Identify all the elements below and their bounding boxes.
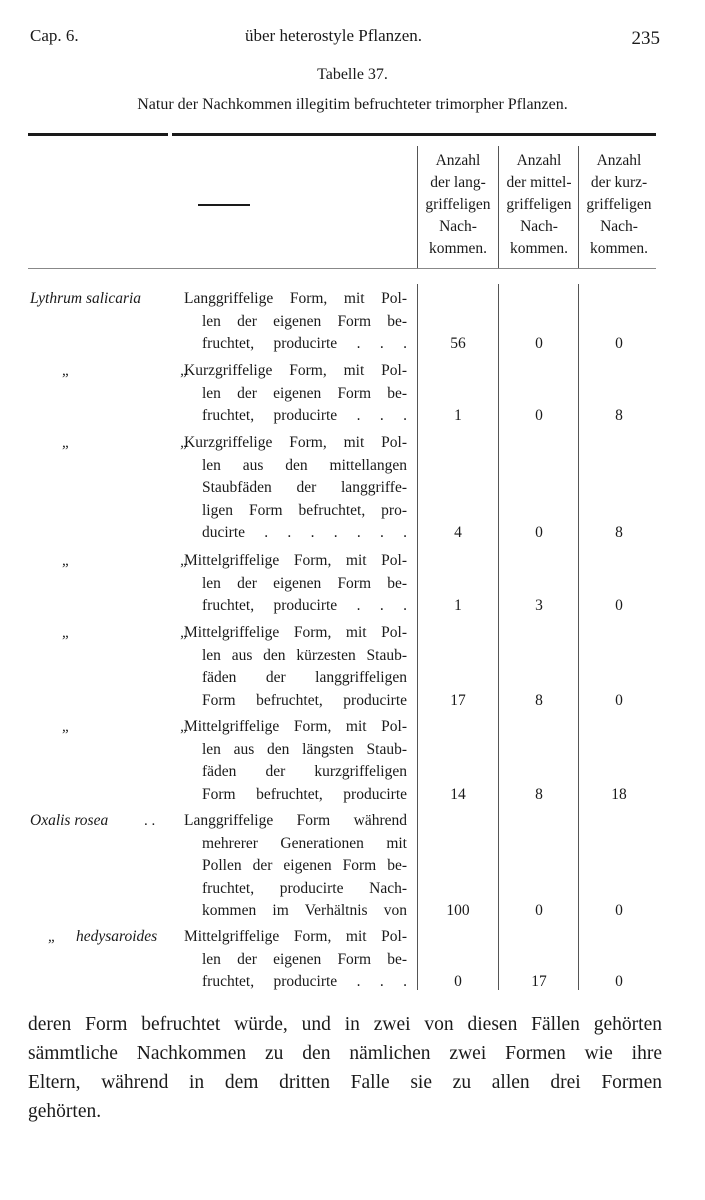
- description-line: Staubfäden der langgriffe-: [202, 479, 407, 496]
- page-number: 235: [631, 28, 660, 49]
- body-line: deren Form befruchtet würde, und in zwei von diesen Fällen gehörten: [28, 1014, 662, 1035]
- offspring-count: 8: [615, 524, 623, 541]
- column-divider: [417, 146, 418, 268]
- description-line: ligen Form befruchtet, pro-: [202, 501, 407, 519]
- description-line: fruchtet, producirte . . .: [202, 973, 407, 990]
- body-line: Eltern, während in dem dritten Falle sie zu allen drei Formen: [28, 1072, 662, 1093]
- running-title: über heterostyle Pflanzen.: [245, 26, 423, 45]
- column-header-line: kommen.: [589, 240, 649, 257]
- ditto-marks: „ „: [62, 625, 187, 641]
- stub-header-dash: [198, 204, 250, 206]
- offspring-count: 4: [454, 524, 462, 541]
- description-line: fruchtet, producirte . . .: [202, 407, 407, 424]
- description-line: fruchtet, producirte Nach-: [202, 879, 407, 897]
- column-header-line: kommen.: [509, 240, 569, 257]
- description-line: len der eigenen Form be-: [202, 950, 407, 968]
- column-header-line: Anzahl: [435, 152, 481, 169]
- row-description: [184, 622, 407, 712]
- description-line: Form befruchtet, producirte: [202, 785, 407, 803]
- column-divider: [498, 146, 499, 268]
- offspring-count: 100: [446, 902, 470, 919]
- description-line: len aus den kürzesten Staub-: [202, 646, 407, 664]
- column-header-line: Anzahl: [596, 152, 642, 169]
- column-header-line: der kurz-: [590, 174, 648, 191]
- ditto-marks: „ „: [62, 435, 187, 451]
- species-name: hedysaroides: [76, 928, 158, 945]
- ditto-marks: „: [48, 929, 55, 945]
- description-line: fäden der kurzgriffeligen: [202, 763, 407, 780]
- description-line: len aus den mittellangen: [202, 456, 407, 474]
- table-caption: Natur der Nachkommen illegitim befruchteter trimorpher Pflanzen.: [137, 96, 568, 113]
- offspring-count: 0: [535, 407, 543, 424]
- description-line: Mittelgriffelige Form, mit Pol-: [184, 928, 407, 945]
- description-line: Langgriffelige Form, mit Pol-: [184, 290, 407, 307]
- ditto-marks: „ „: [62, 363, 187, 379]
- description-line: Mittelgriffelige Form, mit Pol-: [184, 624, 407, 641]
- row-description: [184, 716, 407, 806]
- offspring-count: 56: [450, 335, 466, 352]
- description-line: fruchtet, producirte . . .: [202, 597, 407, 614]
- offspring-count: 3: [535, 597, 543, 614]
- column-header-line: der mittel-: [506, 174, 572, 191]
- description-line: len der eigenen Form be-: [202, 384, 407, 402]
- table-top-rule-right: [172, 133, 656, 136]
- row-description: [184, 810, 407, 923]
- description-line: Mittelgriffelige Form, mit Pol-: [184, 718, 407, 735]
- body-line: gehörten.: [28, 1101, 102, 1122]
- description-line: fruchtet, producirte . . .: [202, 335, 407, 352]
- description-line: Mittelgriffelige Form, mit Pol-: [184, 552, 407, 569]
- description-line: ducirte . . . . . . .: [202, 524, 407, 541]
- description-line: len der eigenen Form be-: [202, 312, 407, 330]
- offspring-count: 0: [535, 524, 543, 541]
- column-header: [499, 150, 579, 260]
- description-line: kommen im Verhältnis von: [202, 902, 407, 919]
- offspring-count: 8: [615, 407, 623, 424]
- column-header: [579, 150, 659, 260]
- description-line: Langgriffelige Form während: [184, 812, 407, 829]
- running-head: [30, 26, 660, 50]
- species-name: Lythrum salicaria: [30, 290, 142, 307]
- column-divider: [417, 284, 418, 990]
- row-description: [184, 926, 407, 994]
- offspring-count: 0: [615, 597, 623, 614]
- description-line: len der eigenen Form be-: [202, 574, 407, 592]
- body-paragraph: [28, 1010, 662, 1126]
- description-line: mehrerer Generationen mit: [202, 834, 407, 852]
- ditto-marks: „ „: [62, 553, 187, 569]
- description-line: Kurzgriffelige Form, mit Pol-: [184, 362, 407, 379]
- description-line: Form befruchtet, producirte: [202, 691, 407, 709]
- species-name: Oxalis rosea: [30, 812, 109, 829]
- offspring-count: 0: [535, 902, 543, 919]
- description-line: len aus den längsten Staub-: [202, 740, 407, 758]
- offspring-count: 0: [615, 973, 623, 990]
- offspring-count: 0: [535, 335, 543, 352]
- column-divider: [578, 284, 579, 990]
- header-bottom-rule: [28, 268, 656, 269]
- body-line: sämmtliche Nachkommen zu den nämlichen zwei Formen wie ihre: [28, 1043, 662, 1064]
- column-divider: [578, 146, 579, 268]
- offspring-count: 0: [615, 335, 623, 352]
- offspring-count: 17: [531, 973, 547, 990]
- leader-dots: . .: [144, 813, 156, 829]
- ditto-marks: „ „: [62, 719, 187, 735]
- column-header-line: Nach-: [439, 218, 477, 235]
- offspring-count: 14: [450, 785, 466, 803]
- column-header-line: Nach-: [600, 218, 638, 235]
- column-header-line: griffeligen: [586, 196, 652, 213]
- offspring-count: 1: [454, 597, 462, 614]
- column-header-line: kommen.: [428, 240, 488, 257]
- offspring-count: 1: [454, 407, 462, 424]
- description-line: fäden der langgriffeligen: [202, 669, 407, 686]
- offspring-count: 0: [615, 691, 623, 709]
- row-description: [184, 550, 407, 618]
- column-header-line: griffeligen: [506, 196, 572, 213]
- offspring-count: 18: [611, 785, 627, 803]
- table-top-rule-left: [28, 133, 168, 136]
- offspring-count: 8: [535, 785, 543, 803]
- row-description: [184, 432, 407, 545]
- column-divider: [498, 284, 499, 990]
- table-label: Tabelle 37.: [317, 66, 388, 83]
- column-header-line: griffeligen: [425, 196, 491, 213]
- offspring-count: 0: [615, 902, 623, 919]
- offspring-count: 0: [454, 973, 462, 990]
- offspring-count: 8: [535, 691, 543, 709]
- column-header-line: Nach-: [520, 218, 558, 235]
- column-header: [418, 150, 498, 260]
- row-description: [184, 288, 407, 356]
- row-description: [184, 360, 407, 428]
- offspring-count: 17: [450, 691, 466, 709]
- chapter-label: Cap. 6.: [30, 26, 79, 45]
- column-header-line: Anzahl: [516, 152, 562, 169]
- column-header-line: der lang-: [430, 174, 486, 191]
- description-line: Pollen der eigenen Form be-: [202, 857, 407, 874]
- description-line: Kurzgriffelige Form, mit Pol-: [184, 434, 407, 451]
